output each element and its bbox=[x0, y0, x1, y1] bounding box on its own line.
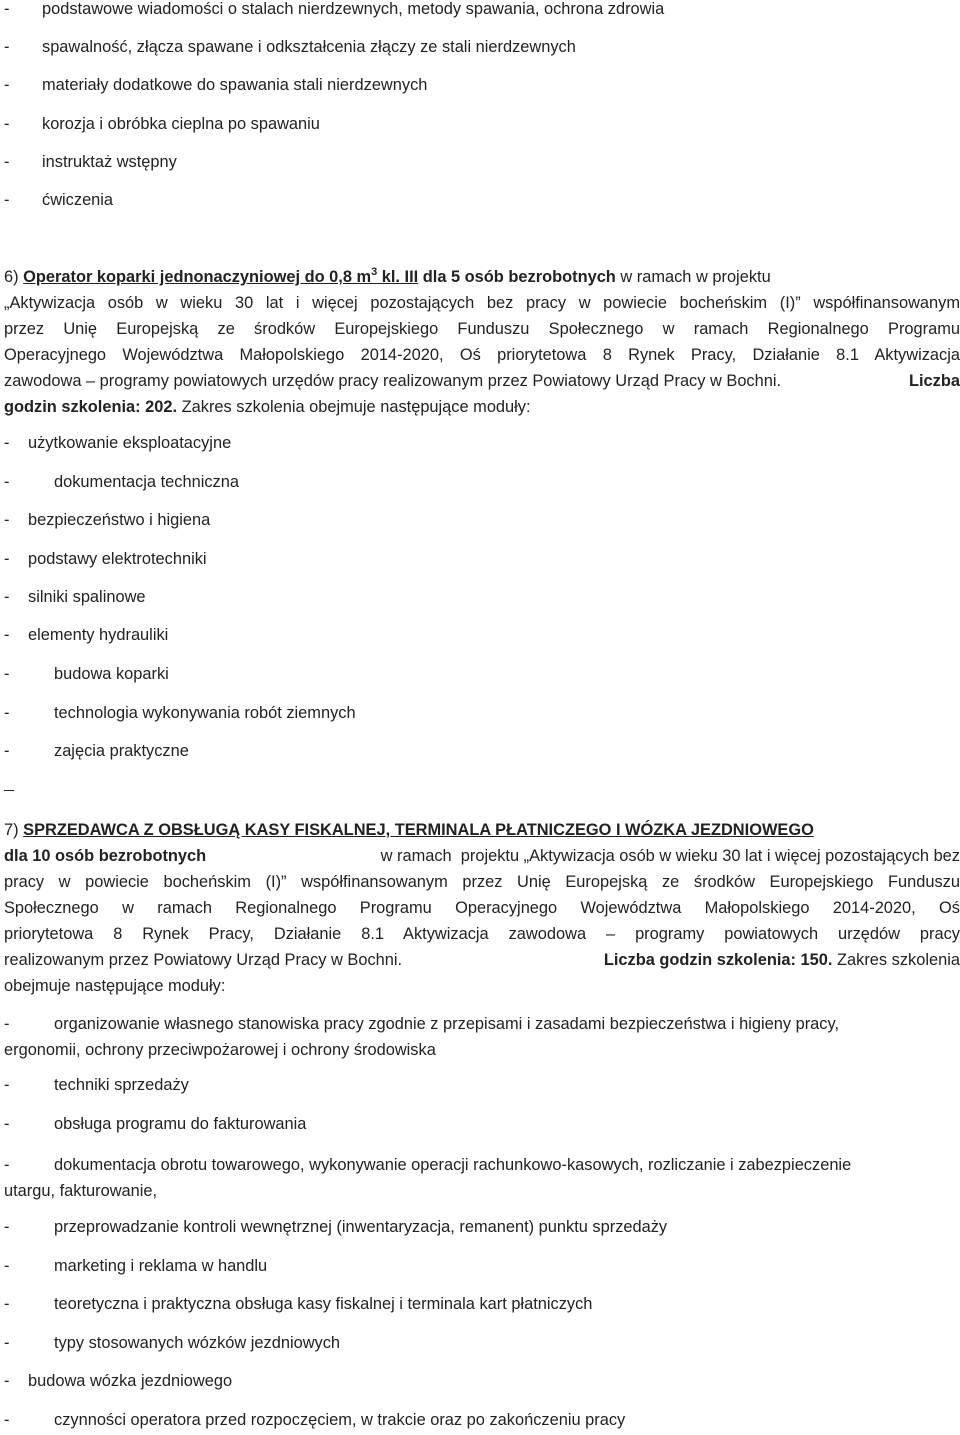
section-7-paragraph: 7) SPRZEDAWCA Z OBSŁUGĄ KASY FISKALNEJ, TERMINALA PŁATNICZEGO I WÓZKA JEZDNIOWEGO dla 10 osób bezrobotnych w ramach projektu „Aktywizacja osób w wieku 30 lat i więcej pozostających bez pracy w powiecie bocheńskim (I)” współfinansowanym przez Unię Europejską ze środków Europejskiego Funduszu Społecznego w ramach Regionalnego Programu Operacyjnego Województwa Małopolskiego 2014-2020, Oś priorytetowa 8 Rynek Pracy, Działanie 8.1 Aktywizacja zawodowa – programy powiatowych urzędów pracy realizowanym przez Powiatowy Urząd Pracy w Bochni. Liczba godzin szkolenia: 150. Zakres szkolenia obejmuje następujące moduły: bbox=[4, 817, 960, 999]
section-7-title: SPRZEDAWCA Z OBSŁUGĄ KASY FISKALNEJ, TERMINALA PŁATNICZEGO I WÓZKA JEZDNIOWEGO bbox=[23, 821, 814, 839]
list-item: - techniki sprzedaży bbox=[4, 1076, 189, 1094]
list-item: - spawalność, złącza spawane i odkształcenia złączy ze stali nierdzewnych bbox=[4, 38, 576, 56]
list-item: - typy stosowanych wózków jezdniowych bbox=[4, 1334, 341, 1352]
list-item: - instruktaż wstępny bbox=[4, 153, 177, 171]
list-item: - przeprowadzanie kontroli wewnętrznej (inwentaryzacja, remanent) punktu sprzedaży bbox=[4, 1218, 668, 1236]
list-item: - dokumentacja obrotu towarowego, wykonywanie operacji rachunkowo-kasowych, rozliczanie i zabezpieczenie utargu, fakturowanie, bbox=[4, 1156, 852, 1200]
list-item: - zajęcia praktyczne bbox=[4, 742, 189, 760]
list-item: - dokumentacja techniczna bbox=[4, 473, 239, 491]
section-6-heading-line: 6) Operator koparki jednonaczyniowej do 0,8 $m^3$ kl. III dla 5 osób bezrobotnych w ramach w projektu bbox=[4, 266, 771, 286]
list-item: - marketing i reklama w handlu bbox=[4, 1257, 268, 1275]
list-item: - budowa koparki bbox=[4, 665, 169, 683]
list-item: - korozja i obróbka cieplna po spawaniu bbox=[4, 115, 320, 133]
list-item: - obsługa programu do fakturowania bbox=[4, 1115, 307, 1133]
list-item: - silniki spalinowe bbox=[4, 588, 146, 606]
list-item: - budowa wózka jezdniowego bbox=[4, 1372, 233, 1390]
separator-line bbox=[4, 790, 14, 791]
list-item: - podstawowe wiadomości o stalach nierdzewnych, metody spawania, ochrona zdrowia bbox=[4, 0, 665, 18]
list-item: - organizowanie własnego stanowiska pracy zgodnie z przepisami i zasadami bezpieczeństwa i higieny pracy, ergonomii, ochrony przeciwpożarowej i ochrony środowiska bbox=[4, 1015, 840, 1059]
list-item: - elementy hydrauliki bbox=[4, 626, 169, 644]
section-6-paragraph: 6) Operator koparki jednonaczyniowej do 0,8 $m^3$ kl. III dla 5 osób bezrobotnych w ramach w projektu „Aktywizacja osób w wieku 30 lat i więcej pozostających bez pracy w powiecie bocheńskim (I)” współfinansowanym przez Unię Europejską ze środków Europejskiego Funduszu Społecznego w ramach Regionalnego Programu Operacyjnego Województwa Małopolskiego 2014-2020, Oś priorytetowa 8 Rynek Pracy, Działanie 8.1 Aktywizacja zawodowa – programy powiatowych urzędów pracy realizowanym przez Powiatowy Urząd Pracy w Bochni. Liczba godzin szkolenia: 202. Zakres szkolenia obejmuje następujące moduły: bbox=[4, 266, 960, 416]
list-item: - podstawy elektrotechniki bbox=[4, 550, 207, 568]
section-6-title: Operator koparki jednonaczyniowej do 0,8 $m^3$ kl. III bbox=[23, 266, 419, 286]
list-item: - technologia wykonywania robót ziemnych bbox=[4, 704, 356, 722]
list-item: - teoretyczna i praktyczna obsługa kasy fiskalnej i terminala kart płatniczych bbox=[4, 1295, 593, 1313]
list-item: - bezpieczeństwo i higiena bbox=[4, 511, 211, 529]
list-item: - ćwiczenia bbox=[4, 191, 114, 209]
list-item: - czynności operatora przed rozpoczęciem, w trakcie oraz po zakończeniu pracy bbox=[4, 1411, 626, 1429]
list-item: - użytkowanie eksploatacyjne bbox=[4, 434, 232, 452]
list-item: - materiały dodatkowe do spawania stali nierdzewnych bbox=[4, 76, 428, 94]
section-7-heading-line: 7) SPRZEDAWCA Z OBSŁUGĄ KASY FISKALNEJ, TERMINALA PŁATNICZEGO I WÓZKA JEZDNIOWEGO bbox=[4, 821, 814, 839]
